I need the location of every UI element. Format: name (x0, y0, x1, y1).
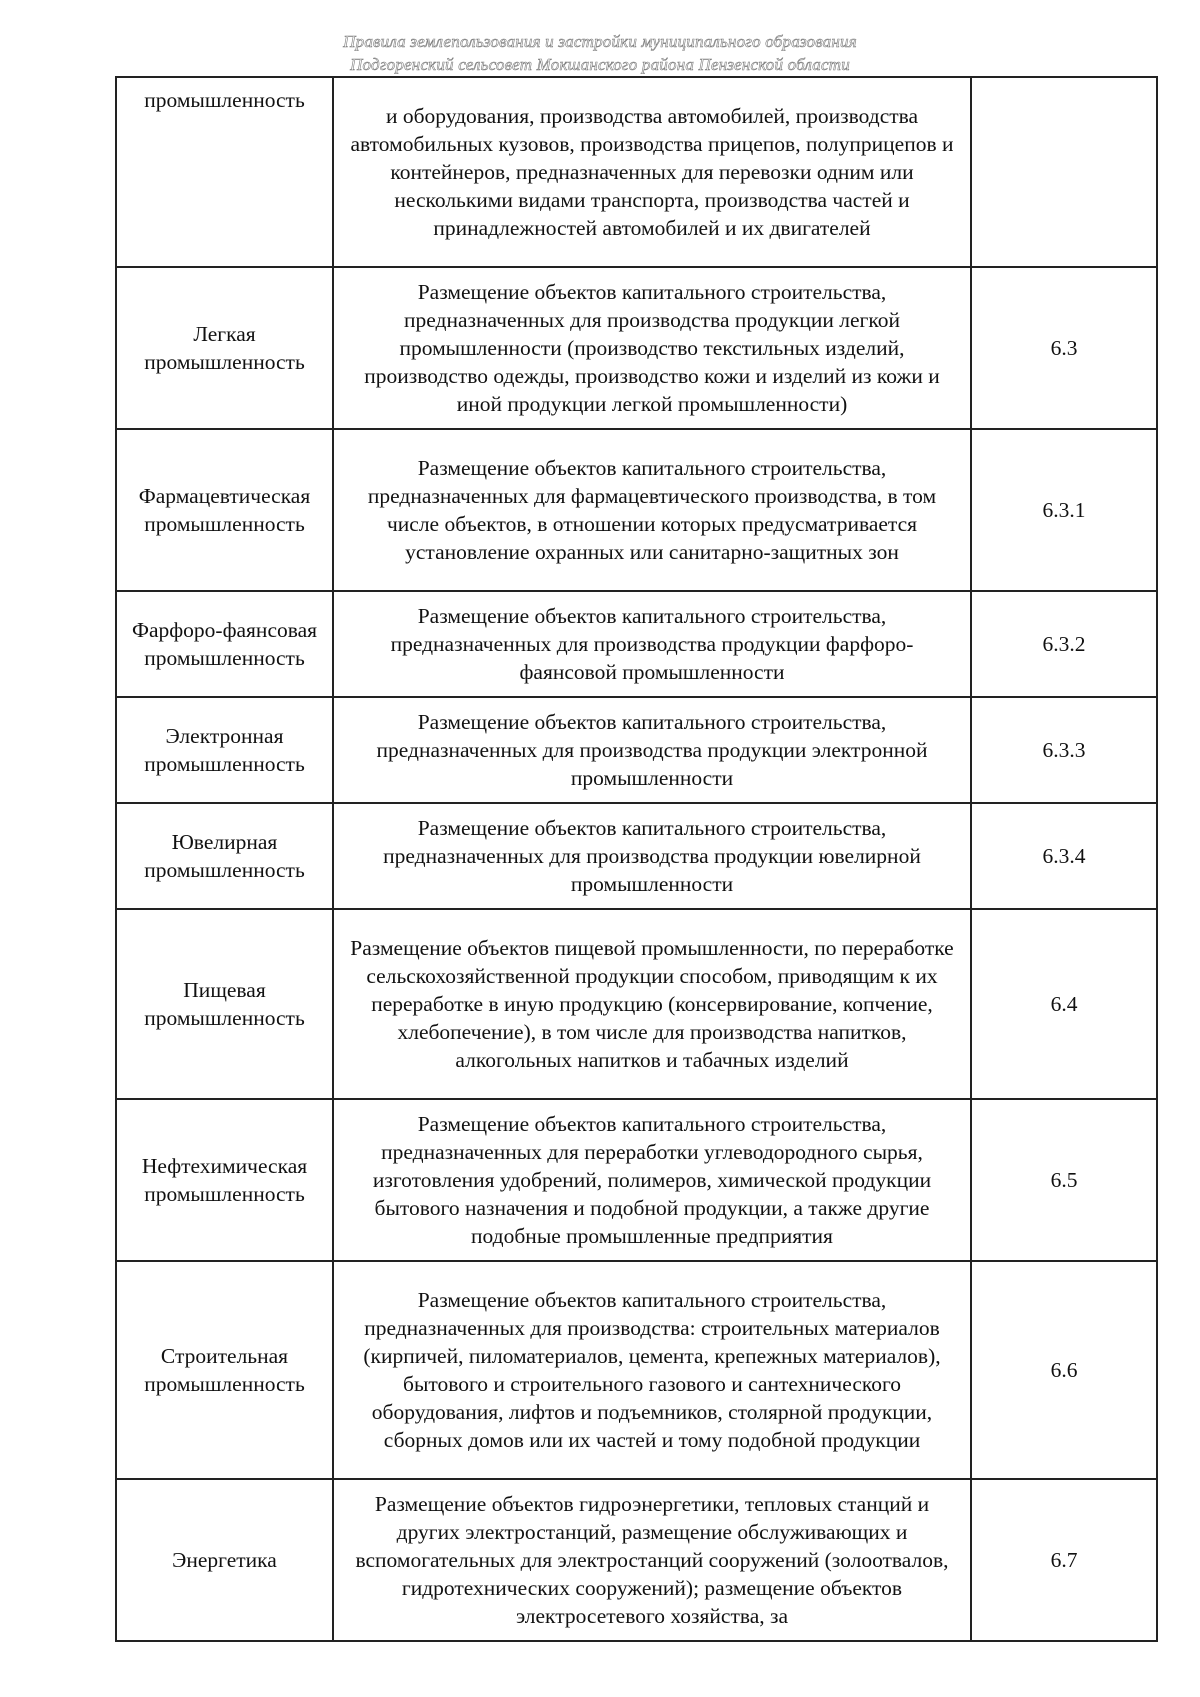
use-code-cell: 6.3.3 (971, 697, 1157, 803)
use-code-cell: 6.3.4 (971, 803, 1157, 909)
use-description-cell: Размещение объектов капитального строительства, предназначенных для производства продукции фарфоро-фаянсовой промышленности (333, 591, 971, 697)
table-row (116, 1479, 1157, 1641)
use-description-cell: Размещение объектов капитального строительства, предназначенных для переработки углеводородного сырья, изготовления удобрений, полимеров, химической продукции бытового назначения и подобной продукции, а также другие подобные промышленные предприятия (333, 1099, 971, 1261)
use-description-cell: и оборудования, производства автомобилей, производства автомобильных кузовов, производства прицепов, полуприцепов и контейнеров, предназначенных для перевозки одним или несколькими видами транспорта, производства частей и принадлежностей автомобилей и их двигателей (333, 77, 971, 267)
use-description-cell: Размещение объектов капитального строительства, предназначенных для производства продукции ювелирной промышленности (333, 803, 971, 909)
table-row (116, 697, 1157, 803)
land-use-table (115, 76, 1158, 1642)
use-code-cell: 6.5 (971, 1099, 1157, 1261)
table-row (116, 803, 1157, 909)
use-description-cell: Размещение объектов капитального строительства, предназначенных для производства продукции электронной промышленности (333, 697, 971, 803)
use-name-cell: промышленность (116, 77, 333, 267)
header-line-2: Подгоренский сельсовет Мокшанского района Пензенской области (350, 55, 850, 74)
header-line-1: Правила землепользования и застройки муниципального образования (343, 32, 857, 51)
use-code-cell: 6.3.2 (971, 591, 1157, 697)
use-name-cell: Легкая промышленность (116, 267, 333, 429)
table-row (116, 429, 1157, 591)
use-code-cell: 6.4 (971, 909, 1157, 1099)
use-code-cell: 6.3.1 (971, 429, 1157, 591)
use-code-cell: 6.7 (971, 1479, 1157, 1641)
table-row (116, 77, 1157, 267)
use-name-cell: Электронная промышленность (116, 697, 333, 803)
use-code-cell (971, 77, 1157, 267)
use-code-cell: 6.6 (971, 1261, 1157, 1479)
use-name-cell: Энергетика (116, 1479, 333, 1641)
use-description-cell: Размещение объектов капитального строительства, предназначенных для фармацевтического производства, в том числе объектов, в отношении которых предусматривается установление охранных или санитарно-защитных зон (333, 429, 971, 591)
use-name-cell: Строительная промышленность (116, 1261, 333, 1479)
use-code-cell: 6.3 (971, 267, 1157, 429)
use-description-cell: Размещение объектов капитального строительства, предназначенных для производства: строительных материалов (кирпичей, пиломатериалов, цемента, крепежных материалов), бытового и строительного газового и сантехнического оборудования, лифтов и подъемников, столярной продукции, сборных домов или их частей и тому подобной продукции (333, 1261, 971, 1479)
use-description-cell: Размещение объектов капитального строительства, предназначенных для производства продукции легкой промышленности (производство текстильных изделий, производство одежды, производство кожи и изделий из кожи и иной продукции легкой промышленности) (333, 267, 971, 429)
use-name-cell: Ювелирная промышленность (116, 803, 333, 909)
use-description-cell: Размещение объектов пищевой промышленности, по переработке сельскохозяйственной продукции способом, приводящим к их переработке в иную продукцию (консервирование, копчение, хлебопечение), в том числе для производства напитков, алкогольных напитков и табачных изделий (333, 909, 971, 1099)
table-row (116, 1261, 1157, 1479)
table-row (116, 267, 1157, 429)
table-row (116, 1099, 1157, 1261)
table-row (116, 909, 1157, 1099)
use-name-cell: Фармацевтическая промышленность (116, 429, 333, 591)
use-name-cell: Пищевая промышленность (116, 909, 333, 1099)
use-description-cell: Размещение объектов гидроэнергетики, тепловых станций и других электростанций, размещение обслуживающих и вспомогательных для электростанций сооружений (золоотвалов, гидротехнических сооружений); размещение объектов электросетевого хозяйства, за (333, 1479, 971, 1641)
page-header (0, 30, 1200, 76)
use-name-cell: Фарфоро-фаянсовая промышленность (116, 591, 333, 697)
table-row (116, 591, 1157, 697)
use-name-cell: Нефтехимическая промышленность (116, 1099, 333, 1261)
